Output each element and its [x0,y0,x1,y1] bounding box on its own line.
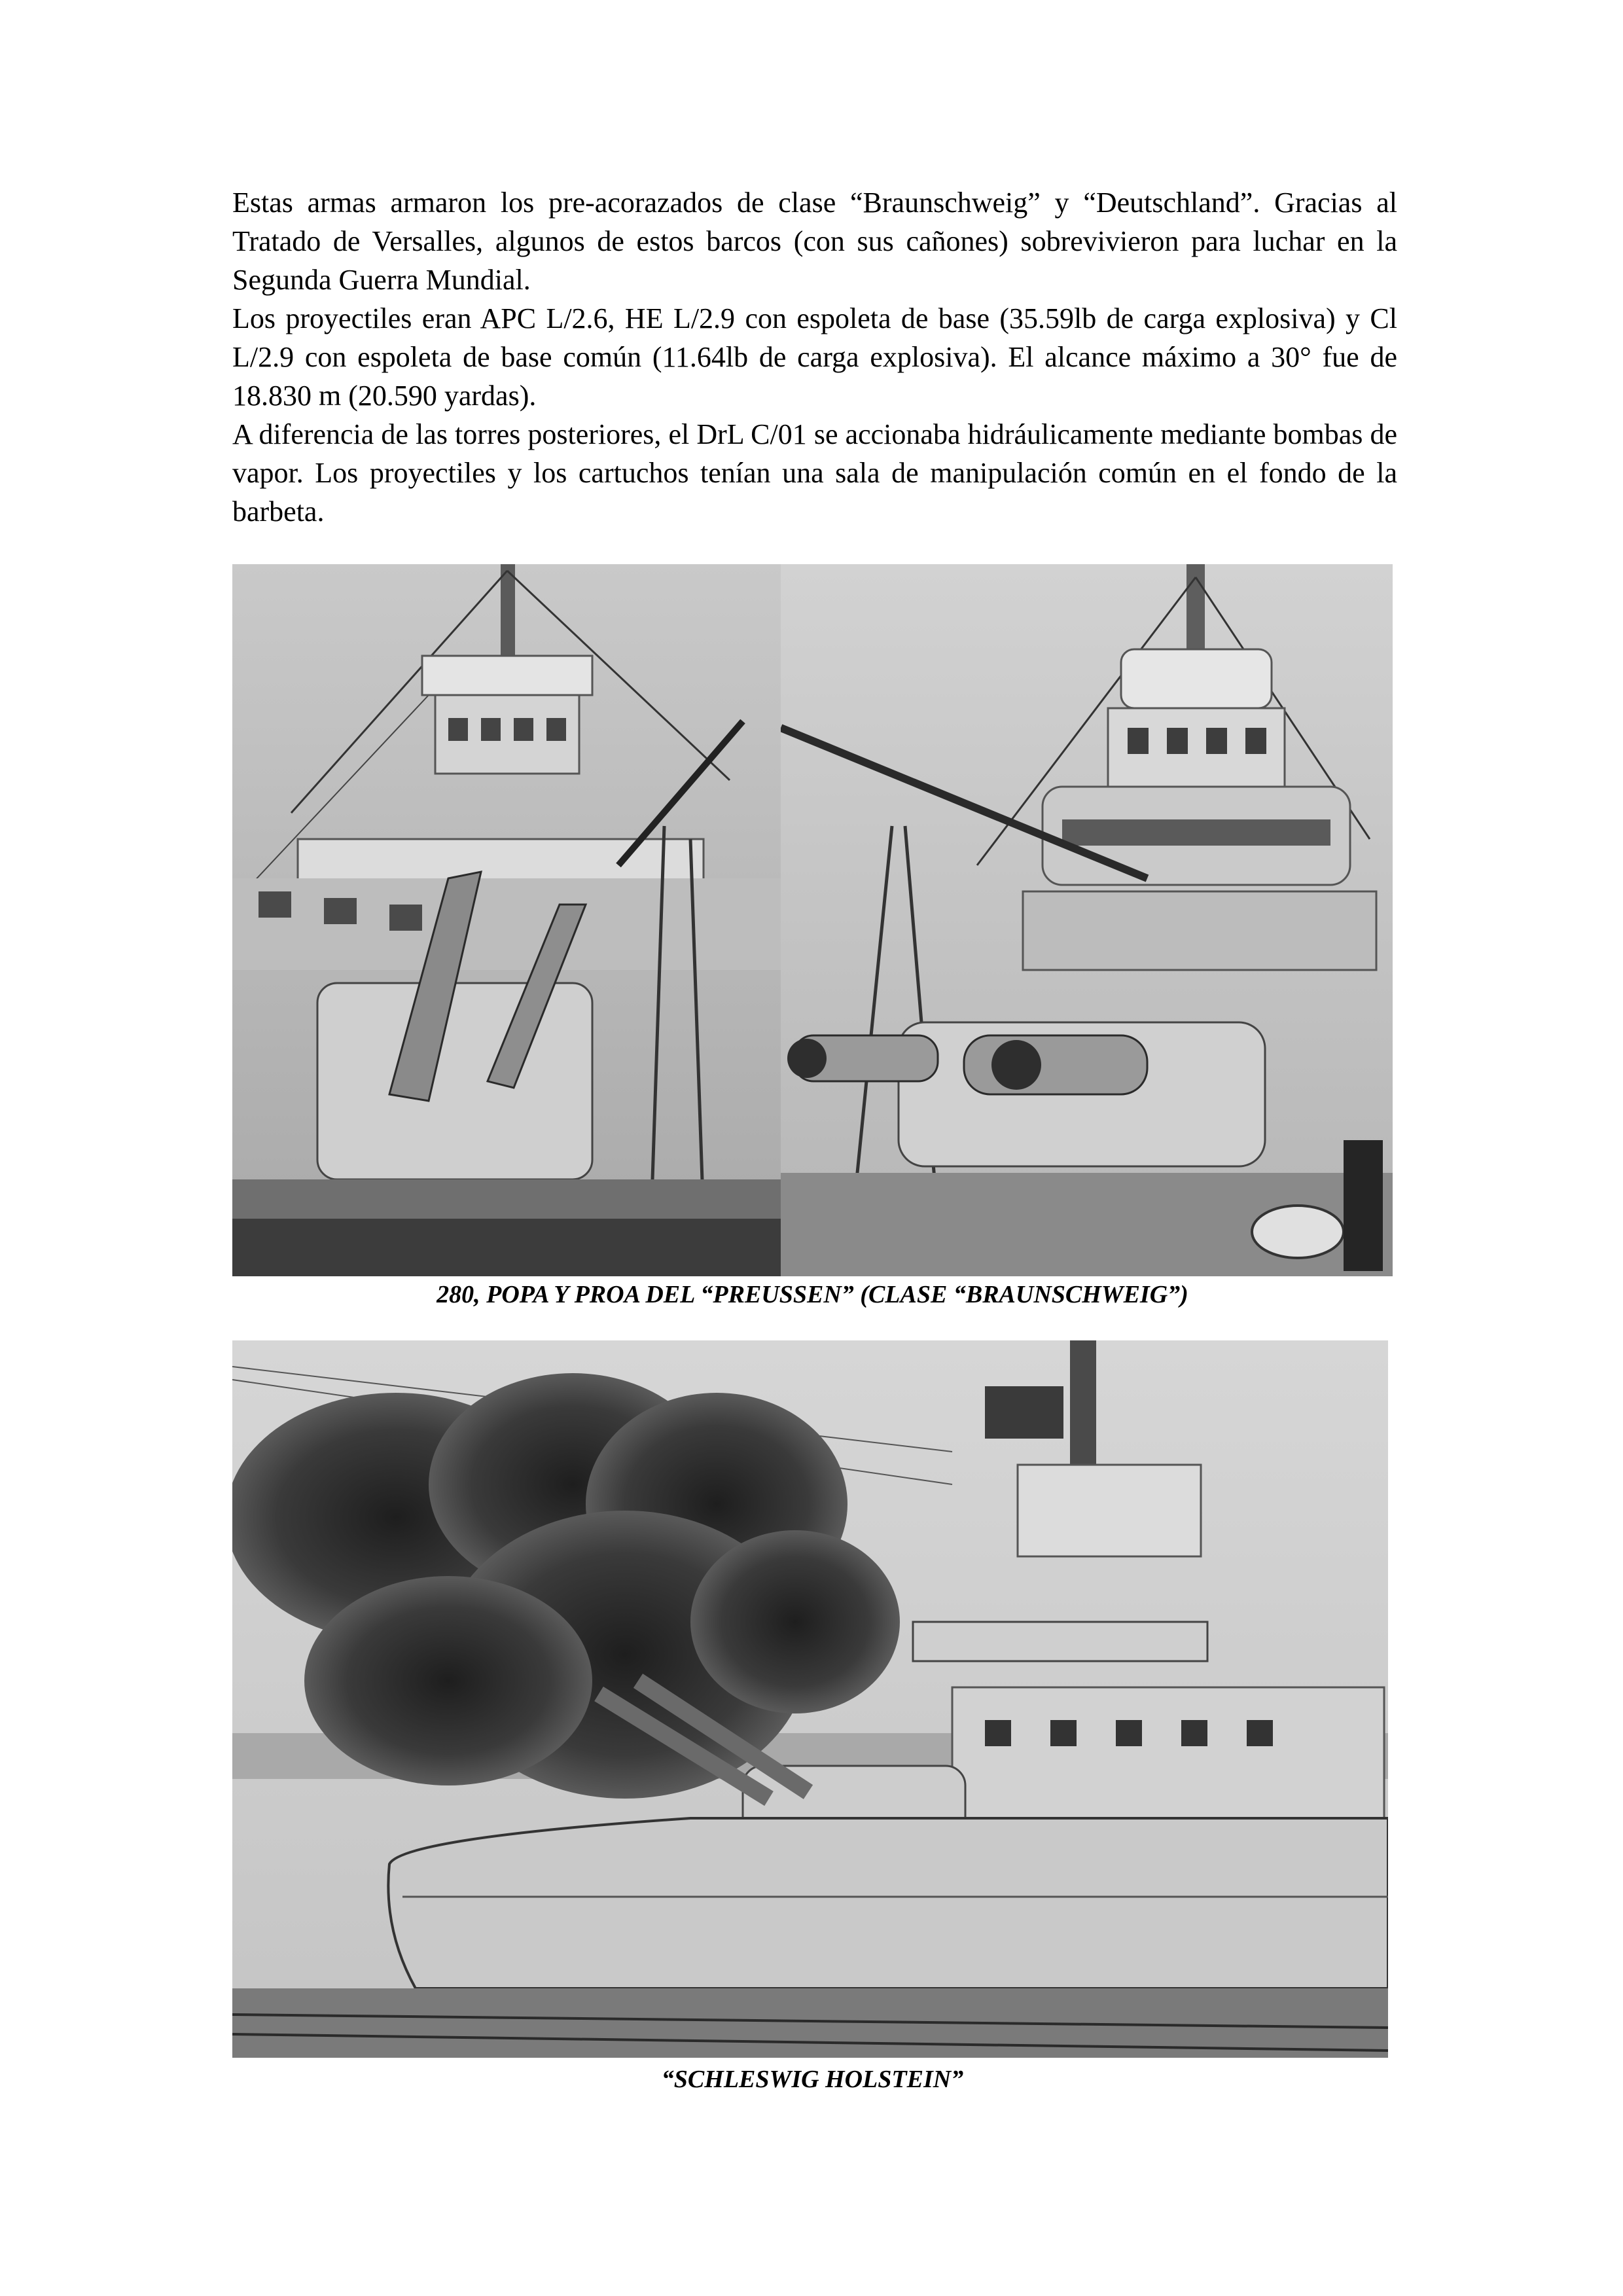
figure-caption-2: “SCHLESWIG HOLSTEIN” [661,2066,964,2093]
paragraph-2: Los proyectiles eran APC L/2.6, HE L/2.9 con espoleta de base (35.59lb de carga explosiva) y Cl L/2.9 con espoleta de base común (11.64lb de carga explosiva). El alcance máximo a 30° fue de 18.830 m (20.590 yardas). [232,302,1397,412]
firing-battleship-photo [232,1340,1388,2058]
stern-turret-photo [232,564,781,1276]
figure-caption-1: 280, POPA Y PROA DEL “PREUSSEN” (CLASE “BRAUNSCHWEIG”) [437,1281,1188,1308]
paragraph-1: Estas armas armaron los pre-acorazados de clase “Braunschweig” y “Deutschland”. Gracias al Tratado de Versalles, algunos de estos barcos (con sus cañones) sobrevivieron para luchar en la Segunda Guerra Mundial. [232,187,1397,296]
paragraph-3: A diferencia de las torres posteriores, el DrL C/01 se accionaba hidráulicamente mediante bombas de vapor. Los proyectiles y los cartuchos tenían una sala de manipulación común en el fondo de la barbeta. [232,418,1397,528]
bow-turret-photo [781,564,1393,1276]
body-text [232,183,1397,531]
